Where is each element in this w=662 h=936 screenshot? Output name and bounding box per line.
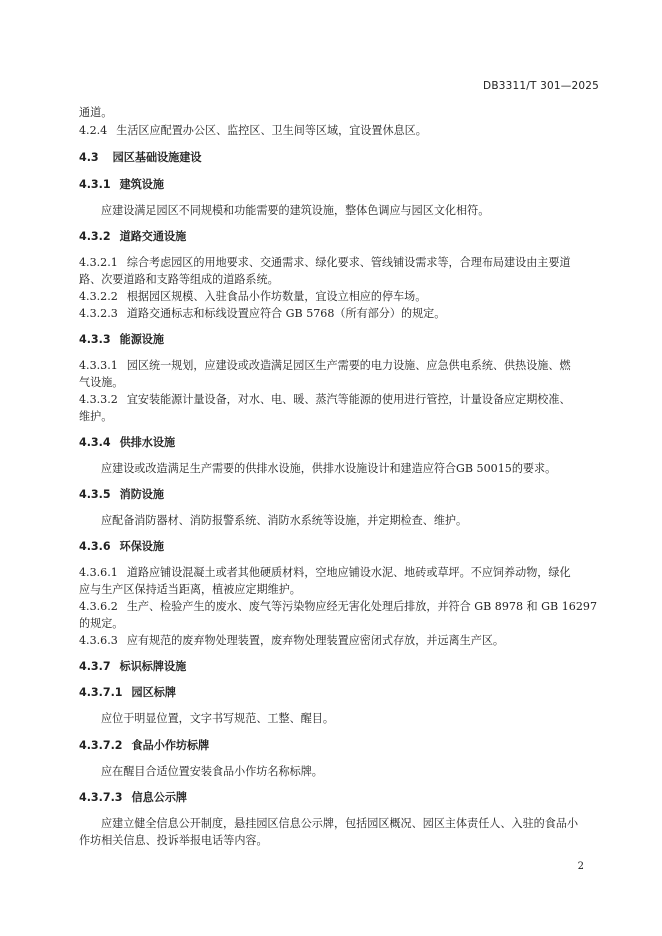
body-line: 作坊相关信息、投诉举报电话等内容。 (79, 834, 268, 847)
clause-4-3-2-1: 4.3.2.1 综合考虑园区的用地要求、交通需求、绿化要求、管线铺设需求等，合理布局建设由主要道 (79, 256, 571, 269)
clause-number: 4.3.3.2 (79, 393, 118, 406)
paragraph: 应位于明显位置，文字书写规范、工整、醒目。 (101, 712, 334, 725)
clause-4-3-3-1: 4.3.3.1 园区统一规划，应建设或改造满足园区生产需要的电力设施、应急供电系统、供热设施、燃 (79, 359, 571, 372)
paragraph: 应配备消防器材、消防报警系统、消防水系统等设施，并定期检查、维护。 (101, 514, 468, 527)
heading-number: 4.3.7.3 (79, 791, 123, 804)
heading-4-3-6 (79, 540, 600, 554)
clause-4-3-3-2: 4.3.3.2 宜安装能源计量设备，对水、电、暖、蒸汽等能源的使用进行管控，计量设备应定期校准、 (79, 393, 571, 406)
heading-number: 4.3 (79, 151, 99, 164)
clause-number: 4.3.2.2 (79, 290, 118, 303)
body-line: 通道。 (79, 106, 113, 119)
clause-number: 4.3.6.3 (79, 634, 118, 647)
heading-4-3-7-2 (79, 739, 600, 753)
page-number: 2 (577, 861, 584, 872)
paragraph: 应建设满足园区不同规模和功能需要的建筑设施，整体色调应与园区文化相符。 (101, 204, 490, 217)
heading-text: 信息公示牌 (131, 791, 188, 804)
paragraph: 应建设或改造满足生产需要的供排水设施，供排水设施设计和建造应符合GB 50015的要求。 (101, 462, 557, 475)
heading-number: 4.3.1 (79, 178, 111, 191)
clause-number: 4.3.2.1 (79, 256, 118, 269)
heading-4-3-2 (79, 230, 600, 244)
body-line: 气设施。 (79, 376, 124, 389)
heading-number: 4.3.7.2 (79, 739, 123, 752)
body-line: 路、次要道路和支路等组成的道路系统。 (79, 273, 279, 286)
clause-4-3-2-3: 4.3.2.3 道路交通标志和标线设置应符合 GB 5768（所有部分）的规定。 (79, 307, 446, 320)
body-line: 应与生产区保持适当距离，植被应定期维护。 (79, 583, 301, 596)
clause-number: 4.3.2.3 (79, 307, 118, 320)
heading-text: 园区标牌 (131, 686, 176, 699)
document-code: DB3311/T 301—2025 (483, 80, 599, 92)
heading-text: 能源设施 (119, 333, 164, 346)
clause-number: 4.3.3.1 (79, 359, 118, 372)
heading-4-3-5 (79, 488, 600, 502)
heading-text: 供排水设施 (119, 436, 176, 449)
heading-number: 4.3.5 (79, 488, 111, 501)
clause-4-3-6-2: 4.3.6.2 生产、检验产生的废水、废气等污染物应经无害化处理后排放，并符合 GB 8978 和 GB 16297 (79, 600, 598, 613)
heading-text: 食品小作坊标牌 (131, 739, 210, 752)
paragraph: 应在醒目合适位置安装食品小作坊名称标牌。 (101, 765, 323, 778)
heading-number: 4.3.2 (79, 230, 111, 243)
heading-4-3-7-3 (79, 791, 600, 805)
heading-number: 4.3.4 (79, 436, 111, 449)
heading-4-3-1 (79, 178, 600, 192)
heading-number: 4.3.7 (79, 660, 111, 673)
heading-number: 4.3.6 (79, 540, 111, 553)
heading-4-3-7-1 (79, 686, 600, 700)
clause-4-3-6-1: 4.3.6.1 道路应铺设混凝土或者其他硬质材料，空地应铺设水泥、地砖或草坪。不应饲养动物，绿化 (79, 566, 571, 579)
heading-text: 园区基础设施建设 (112, 151, 202, 164)
clause-number: 4.3.6.2 (79, 600, 118, 613)
heading-number: 4.3.3 (79, 333, 111, 346)
clause-4-3-6-3: 4.3.6.3 应有规范的废弃物处理装置，废弃物处理装置应密闭式存放，并远离生产区。 (79, 634, 505, 647)
body-line: 维护。 (79, 410, 113, 423)
heading-text: 建筑设施 (119, 178, 164, 191)
heading-text: 道路交通设施 (119, 230, 187, 243)
heading-4-3 (79, 151, 600, 165)
heading-4-3-3 (79, 333, 600, 347)
heading-text: 环保设施 (119, 540, 164, 553)
clause-number: 4.3.6.1 (79, 566, 118, 579)
heading-number: 4.3.7.1 (79, 686, 123, 699)
heading-4-3-7 (79, 660, 600, 674)
body-line: 的规定。 (79, 617, 124, 630)
clause-4-2-4: 4.2.4 生活区应配置办公区、监控区、卫生间等区域，宜设置休息区。 (79, 124, 427, 137)
clause-number: 4.2.4 (79, 124, 108, 137)
paragraph: 应建立健全信息公开制度，悬挂园区信息公示牌，包括园区概况、园区主体责任人、入驻的食品小 (101, 817, 579, 830)
heading-text: 消防设施 (119, 488, 164, 501)
clause-4-3-2-2: 4.3.2.2 根据园区规模、入驻食品小作坊数量，宜设立相应的停车场。 (79, 290, 427, 303)
heading-text: 标识标牌设施 (119, 660, 187, 673)
heading-4-3-4 (79, 436, 600, 450)
